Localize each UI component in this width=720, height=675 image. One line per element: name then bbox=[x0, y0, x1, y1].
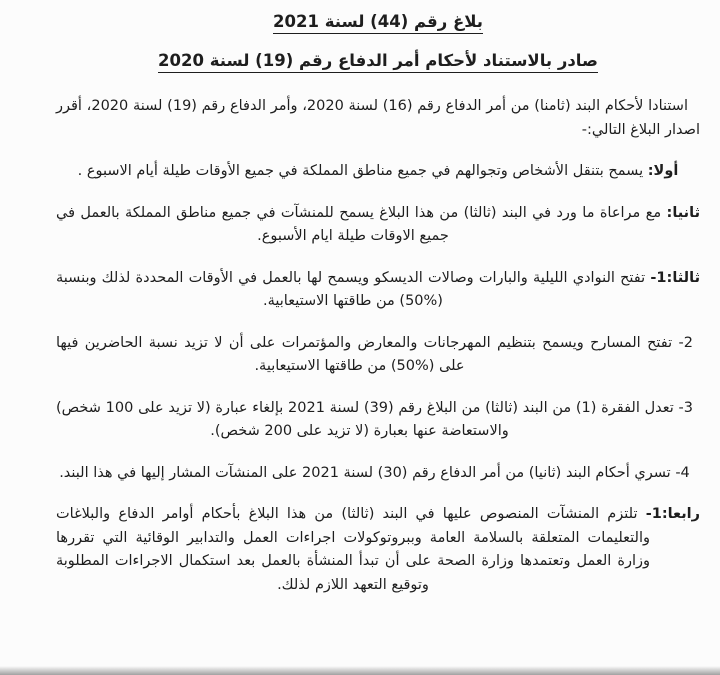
title-line1-underlined-text: بلاغ رقم (44) لسنة 2021 bbox=[273, 12, 483, 34]
section-text: تعدل الفقرة (1) من البند (ثالثا) من البلاغ رقم (39) لسنة 2021 بإلغاء عبارة (لا تزيد على 100 شخص) والاستعاضة عنها بعبارة (لا تزيد على 200 شخص). bbox=[56, 399, 674, 439]
section-text: مع مراعاة ما ورد في البند (ثالثا) من هذا البلاغ يسمح للمنشآت في جميع مناطق المملكة بالعمل في جميع الاوقات طيلة ايام الأسبوع. bbox=[56, 204, 662, 244]
section-paragraph bbox=[56, 160, 700, 184]
document-title-line1 bbox=[56, 10, 700, 34]
section-paragraph bbox=[56, 397, 693, 444]
section-paragraph bbox=[56, 267, 700, 314]
section-label: رابعا:1- bbox=[645, 506, 701, 522]
section-text: تفتح النوادي الليلية والبارات وصالات الديسكو ويسمح لها بالعمل في الأوقات المحددة لذلك وبنسبة (%50) من طاقتها الاستيعابية. bbox=[56, 269, 646, 309]
section-text: تفتح المسارح ويسمح بتنظيم المهرجانات والمعارض والمؤتمرات على أن لا تزيد نسبة الحاضرين فيها على (%50) من طاقتها الاستيعابية. bbox=[56, 334, 673, 374]
section-label: 4- bbox=[675, 464, 690, 481]
section-label: ثانيا: bbox=[666, 204, 701, 221]
scan-edge-shadow bbox=[0, 666, 720, 675]
section-label: أولا: bbox=[647, 163, 679, 179]
section-text: يسمح بتنقل الأشخاص وتجوالهم في جميع مناطق المملكة في جميع الأوقات طيلة أيام الاسبوع . bbox=[77, 163, 644, 179]
sections-container bbox=[56, 160, 700, 597]
section-label: 2- bbox=[678, 334, 694, 351]
section-paragraph bbox=[56, 332, 693, 379]
section-paragraph bbox=[56, 202, 700, 249]
section-text: تسري أحكام البند (ثانيا) من أمر الدفاع رقم (30) لسنة 2021 على المنشآت المشار إليها في هذا البند. bbox=[59, 464, 671, 481]
section-paragraph bbox=[56, 503, 700, 597]
section-paragraph bbox=[56, 462, 693, 486]
section-text: تلتزم المنشآت المنصوص عليها في البند (ثالثا) من هذا البلاغ بأحكام أوامر الدفاع والبلاغات والتعليمات المتعلقة بالسلامة العامة وببروتوكولات اجراءات العمل والتدابير الوقائية التي تقررها وزارة العمل وتعتمدها وزارة الصحة على أن تبدأ المنشأة بالعمل بعد استكمال الاجراءات المطلوبة وتوقيع التعهد اللازم لذلك. bbox=[56, 506, 650, 593]
title-line2-underlined-text: صادر بالاستناد لأحكام أمر الدفاع رقم (19) لسنة 2020 bbox=[158, 51, 598, 73]
section-label: 3- bbox=[678, 399, 693, 416]
intro-paragraph: استنادا لأحكام البند (ثامنا) من أمر الدفاع رقم (16) لسنة 2020، وأمر الدفاع رقم (19) لسنة 2020، أقرر اصدار البلاغ التالي:- bbox=[56, 98, 700, 138]
section-label: ثالثا:1- bbox=[650, 269, 701, 286]
document-title-line2 bbox=[56, 49, 700, 73]
